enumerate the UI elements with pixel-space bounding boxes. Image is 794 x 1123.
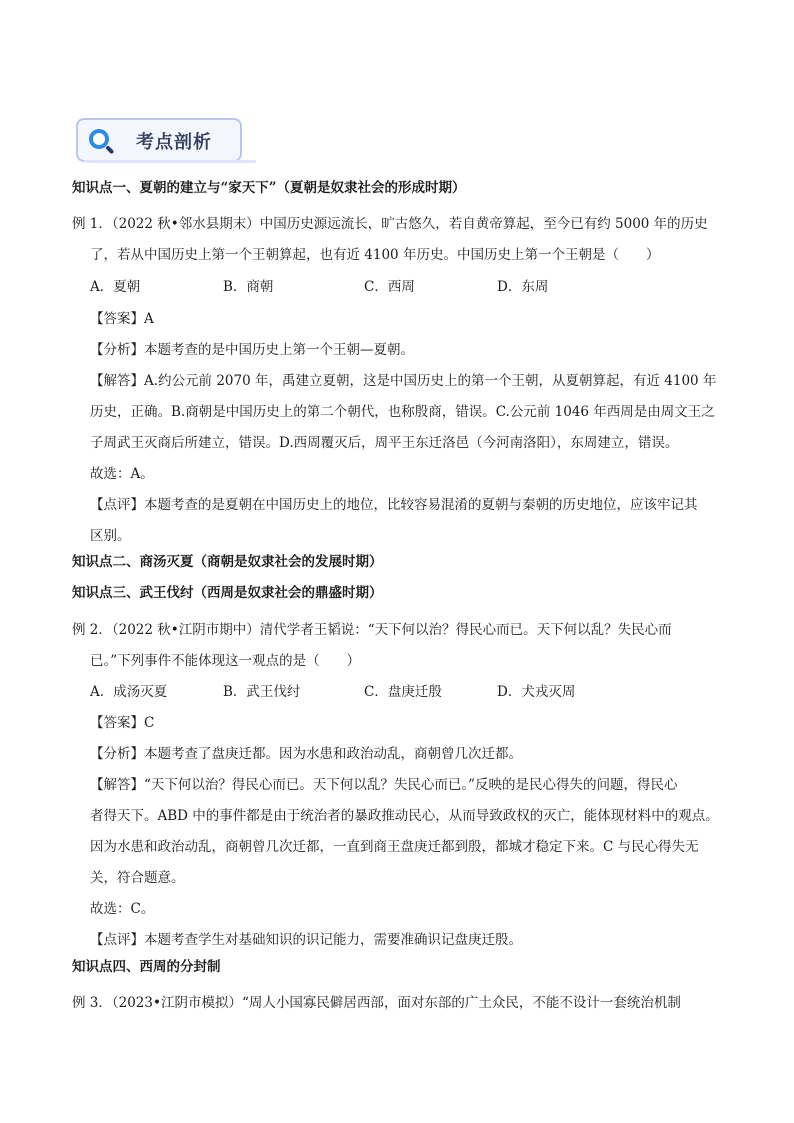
example-1-choice: 故选：A。 [90,466,154,482]
example-1-option-b: B．商朝 [223,279,274,295]
example-2-question-line-2: 已。”下列事件不能体现这一观点的是（ ） [90,653,361,669]
example-2-option-d: D．犬戎灭周 [497,684,576,700]
knowledge-heading-4: 知识点四、西周的分封制 [72,959,221,975]
example-2-option-c: C．盘庚迁殷 [364,684,442,700]
example-2-question-line-1: 例 2．（2022 秋•江阴市期中）清代学者王韬说：“天下何以治？得民心而已。天下何以乱？失民心而 [72,622,672,638]
section-title: 考点剖析 [136,132,212,153]
example-1-option-d: D．东周 [497,279,549,295]
example-1-option-a: A．夏朝 [90,279,141,295]
example-1-question-line-2: 了，若从中国历史上第一个王朝算起，也有近 4100 年历史。中国历史上第一个王朝是（ ） [90,247,660,263]
example-2-solution-line-2: 者得天下。ABD 中的事件都是由于统治者的暴政推动民心，从而导致政权的灭亡，能体现材料中的观点。 [90,808,719,824]
example-1-option-c: C．西周 [364,279,415,295]
example-2-option-b: B．武王伐纣 [223,684,301,700]
example-1-comment-line-1: 【点评】本题考查的是夏朝在中国历史上的地位，比较容易混淆的夏朝与秦朝的历史地位，应该牢记其 [90,497,698,513]
example-3-question-line-1: 例 3．（2023•江阴市模拟）“周人小国寡民僻居西部，面对东部的广土众民，不能不设计一套统治机制 [72,995,681,1011]
example-2-solution-line-3: 因为水患和政治动乱，商朝曾几次迁都，一直到商王盘庚迁都到殷，都城才稳定下来。C 与民心得失无 [90,839,699,855]
example-1-solution-line-1: 【解答】A.约公元前 2070 年，禹建立夏朝，这是中国历史上的第一个王朝，从夏朝算起，有近 4100 年 [90,373,717,389]
knowledge-heading-3: 知识点三、武王伐纣（西周是奴隶社会的鼎盛时期） [72,585,383,601]
example-2-option-a: A．成汤灭夏 [90,684,168,700]
search-magnifier-icon [86,126,116,156]
knowledge-heading-2: 知识点二、商汤灭夏（商朝是奴隶社会的发展时期） [72,554,383,570]
example-2-answer: 【答案】C [90,715,155,731]
example-1-solution-line-3: 子周武王灭商后所建立，错误。D.西周覆灭后，周平王东迁洛邑（今河南洛阳），东周建立，错误。 [90,435,679,451]
example-1-comment-line-2: 区别。 [90,528,131,544]
example-1-answer: 【答案】A [90,311,154,327]
example-2-analysis: 【分析】本题考查了盘庚迁都。因为水患和政治动乱，商朝曾几次迁都。 [90,746,522,762]
example-1-question-line-1: 例 1．（2022 秋•邻水县期末）中国历史源远流长，旷古悠久，若自黄帝算起，至今已有约 5000 年的历史 [72,216,708,232]
knowledge-heading-1: 知识点一、夏朝的建立与“家天下”（夏朝是奴隶社会的形成时期） [72,180,466,196]
example-2-comment: 【点评】本题考查学生对基础知识的识记能力，需要准确识记盘庚迁殷。 [90,932,522,948]
example-1-analysis: 【分析】本题考查的是中国历史上第一个王朝—夏朝。 [90,342,414,358]
section-header-badge [76,118,242,162]
example-2-choice: 故选：C。 [90,901,155,917]
example-2-solution-line-1: 【解答】“天下何以治？得民心而已。天下何以乱？失民心而已。”反映的是民心得失的问题，得民心 [90,777,678,793]
example-1-solution-line-2: 历史，正确。B.商朝是中国历史上的第二个朝代，也称殷商，错误。C.公元前 1046 年西周是由周文王之 [90,404,715,420]
example-2-solution-line-4: 关，符合题意。 [90,870,185,886]
